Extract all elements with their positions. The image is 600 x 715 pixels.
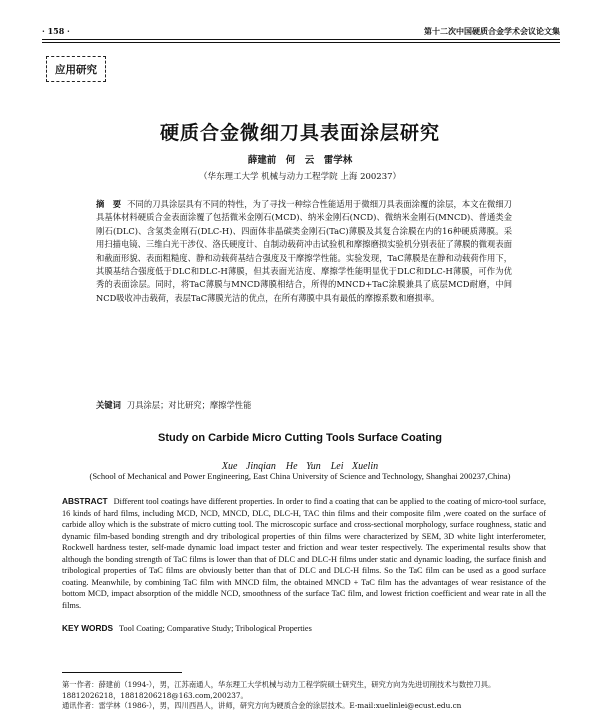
footnote-first-author: 第一作者：薛建前（1994-），男，江苏南通人，华东理工大学机械与动力工程学院硕士研究生，研究方向为先进切削技术与数控刀具。18812026218，18818206218@163.com,200237。 [62,680,496,700]
affiliation-zh: （华东理工大学 机械与动力工程学院 上海 200237） [198,172,402,182]
page-number: · 158 · [42,26,70,36]
abstract-en [62,496,546,611]
footnote-corresponding-author: 通讯作者：雷学林（1986-），男，四川西昌人，讲师，研究方向为硬质合金的涂层技术。E-mail:xuelinlei@ecust.edu.cn [62,701,462,710]
keywords-zh-label: 关键词 [96,400,121,410]
abstract-en-text: Different tool coatings have different properties. In order to find a coating that can be applied to the coating of micro-tool surface, 16 kinds of hard films, including MCD, NCD, MNCD, DLC, DLC-H, TAC thin films and their composite film ,were coated on the surface of carbide alloy which is the substrate of micro cutting tool. The microscopic surface and cross-sectional morphology, surface roughness, static and dynamic film-based bonding strength and dry tribological properties of thin films were characterized by SEM, 3D white light interferometer, Rockwell hardness tester, self-made dynamic load impact tester and friction and wear tester respectively. The experimental results show that although the bonding strength of TaC films is lower than that of DLC and DLC-H films under static and dynamic loading, the surface finish and tribological properties of TaC films are obviously better than that of DLC and DLC-H films. So the TaC film can be used as a good surface coating. Meanwhile, by combining TaC film with MNCD film, the obtained MNCD + TaC film has the advantages of wear resistance of the bottom MCD, impact absorption of the middle NCD, smoothness of the surface TaC film, and lowest friction coefficient and wear rate in all the films. [62,497,546,610]
affiliation-en: (School of Mechanical and Power Engineering, East China University of Science and Technology, Shanghai 200237,China) [89,471,511,481]
keywords-en-label: KEY WORDS [62,623,114,633]
section-tag-label: 应用研究 [55,63,97,76]
abstract-en-label: ABSTRACT [62,496,108,506]
keywords-zh-text: 刀具涂层；对比研究；摩擦学性能 [126,400,252,410]
keywords-en-text: Tool Coating; Comparative Study; Tribological Properties [119,624,312,633]
footnote-rule [62,672,182,673]
authors-zh: 薛建前 何 云 雷学林 [247,155,353,166]
section-tag [46,56,106,82]
abstract-zh [96,198,512,305]
abstract-zh-label: 摘 要 [96,199,122,209]
footnotes [62,680,546,712]
authors-en: Xue Jinqian He Yun Lei Xuelin [221,461,379,472]
header-rule-thin [42,42,560,43]
keywords-zh [96,399,512,411]
paper-title-zh: 硬质合金微细刀具表面涂层研究 [159,122,440,144]
paper-title-en: Study on Carbide Micro Cutting Tools Surface Coating [158,432,442,444]
abstract-zh-text: 不同的刀具涂层具有不同的特性，为了寻找一种综合性能适用于微细刀具表面涂覆的涂层，本文在微细刀具基体材料硬质合金表面涂覆了包括微米金刚石(MCD)、纳米金刚石(NCD)、微纳米金刚石(MNCD)、普通类金刚石(DLC)、含氢类金刚石(DLC-H)、四面体非晶碳类金刚石(TaC)薄膜及其复合涂膜在内的16种硬质薄膜。采用扫描电镜、三维白光干涉仪、洛氏硬度计、自制动载荷冲击试验机和摩擦磨损实验机分别表征了薄膜的微观表面和截面形貌、表面粗糙度、静和动载荷基结合强度及干摩擦学性能。实验发现，TaC薄膜是在静和动载荷作用下，其膜基结合强度低于DLC和DLC-H薄膜，但其表面光洁度、摩擦学性能明显优于DLC和DLC-H薄膜，可作为优秀的表面涂层。同时，将TaC薄膜与MNCD薄膜相结合，所得的MNCD+TaC涂膜兼具了底层MCD耐磨，中间NCD吸收冲击载荷，表层TaC薄膜光洁的优点，在所有薄膜中具有最低的摩擦系数和磨损率。 [96,199,512,303]
running-header [42,24,560,38]
header-rule [42,39,560,40]
keywords-en [62,623,546,633]
proceedings-title: 第十二次中国硬质合金学术会议论文集 [424,25,560,36]
